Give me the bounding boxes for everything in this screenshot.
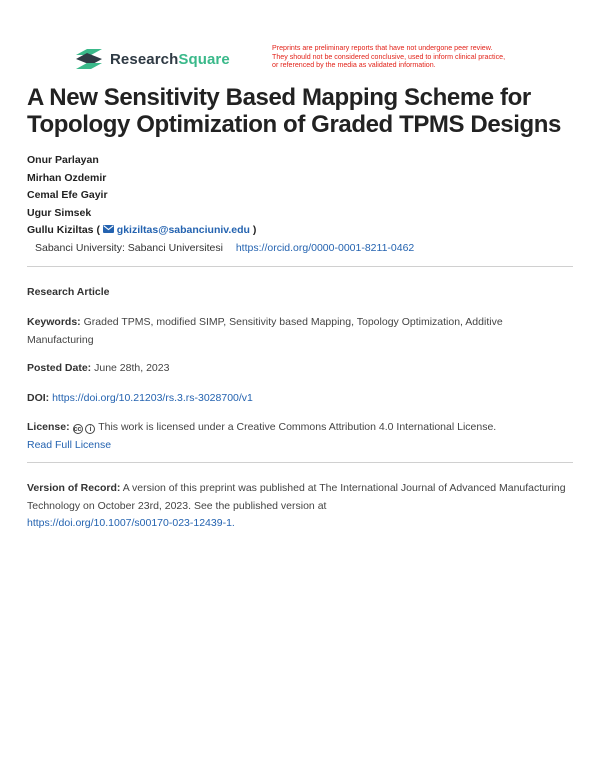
disclaimer-line: or referenced by the media as validated information. xyxy=(272,61,436,70)
version-of-record-label: Version of Record: xyxy=(27,482,121,494)
research-square-logo[interactable] xyxy=(74,48,230,70)
posted-date-value: June 28th, 2023 xyxy=(94,362,170,374)
author-name[interactable]: Mirhan Ozdemir xyxy=(27,171,107,184)
published-version-link[interactable]: https://doi.org/10.1007/s00170-023-12439-1. xyxy=(27,517,235,529)
keywords-value: Graded TPMS, modified SIMP, Sensitivity based Mapping, Topology Optimization, Additive Manufacturing xyxy=(27,316,503,346)
envelope-icon xyxy=(103,225,114,233)
attribution-icon: i xyxy=(85,424,95,434)
article-type-value: Research Article xyxy=(27,286,110,298)
author-name[interactable]: Onur Parlayan xyxy=(27,154,99,166)
affiliation-line xyxy=(35,240,414,258)
author-list xyxy=(27,152,414,257)
brand-research: Research xyxy=(110,50,179,68)
disclaimer-line: They should not be considered conclusive, used to inform clinical practice, xyxy=(272,52,506,61)
divider xyxy=(27,266,573,267)
license xyxy=(27,419,567,454)
posted-date xyxy=(27,360,567,378)
doi-label: DOI: xyxy=(27,392,50,404)
keywords xyxy=(27,314,567,349)
brand-name xyxy=(110,51,230,68)
license-label: License: xyxy=(27,421,70,433)
read-full-license-link[interactable]: Read Full License xyxy=(27,438,112,451)
license-text: This work is licensed under a Creative Commons Attribution 4.0 International License. xyxy=(98,421,497,433)
corresponding-author: Gullu Kiziltas ( gkiziltas@sabanciuniv.edu ) xyxy=(27,224,257,236)
cc-icon: cc xyxy=(73,426,82,433)
author-email[interactable]: gkiziltas@sabanciuniv.edu xyxy=(116,224,250,236)
author-name[interactable]: Cemal Efe Gayir xyxy=(27,189,108,201)
brand-square: Square xyxy=(178,50,230,68)
keywords-label: Keywords: xyxy=(27,316,81,328)
divider xyxy=(27,462,573,463)
author-name[interactable]: Ugur Simsek xyxy=(27,206,92,219)
affiliation-institution: Sabanci University: Sabanci Universitesi xyxy=(35,241,223,254)
article-type xyxy=(27,284,567,302)
version-of-record-text: A version of this preprint was published at The International Journal of Advanced Manufacturing Technology on October 23rd, 2023. See the published version at xyxy=(27,482,566,512)
preprint-disclaimer xyxy=(272,44,562,70)
version-of-record xyxy=(27,480,567,533)
research-square-mark-icon xyxy=(74,48,104,70)
doi xyxy=(27,390,567,408)
paper-title: A New Sensitivity Based Mapping Scheme for Topology Optimization of Graded TPMS Designs xyxy=(27,84,561,138)
disclaimer-line: Preprints are preliminary reports that have not undergone peer review. xyxy=(272,44,493,52)
doi-link[interactable]: https://doi.org/10.21203/rs.3.rs-3028700/v1 xyxy=(52,392,253,404)
posted-date-label: Posted Date: xyxy=(27,362,92,374)
orcid-link[interactable]: https://orcid.org/0000-0001-8211-0462 xyxy=(235,241,415,254)
author-name[interactable]: Gullu Kiziltas xyxy=(27,224,94,236)
